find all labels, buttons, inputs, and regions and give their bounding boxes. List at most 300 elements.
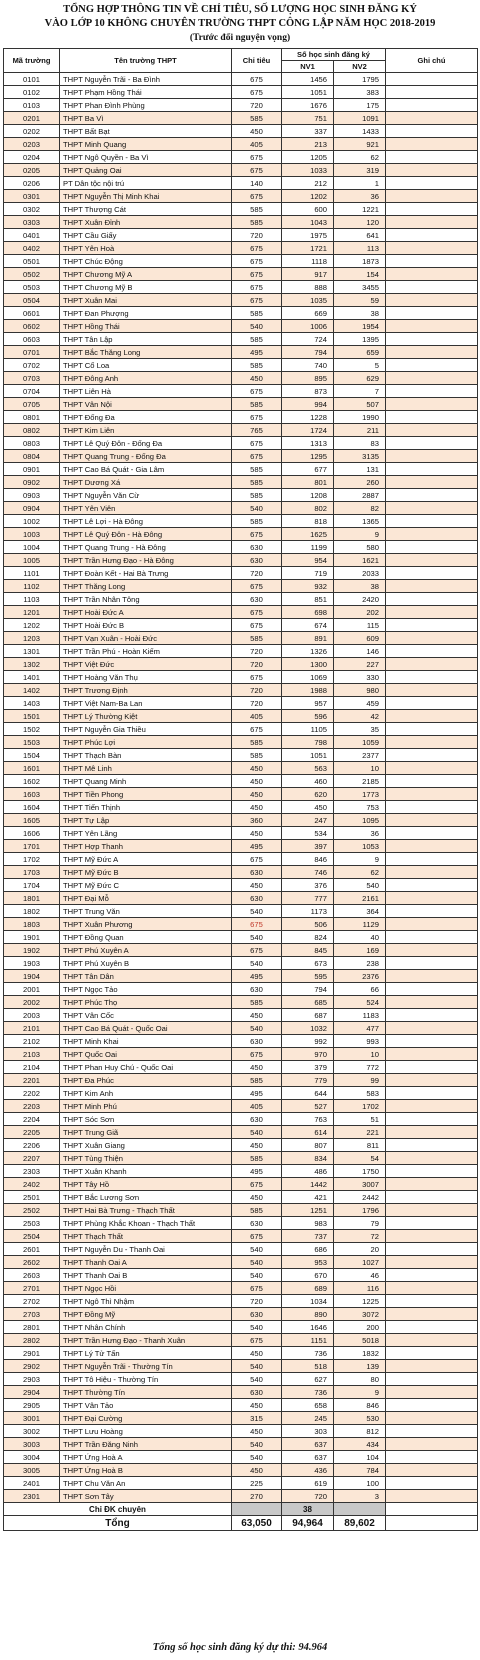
cell-ghi-chu <box>386 1399 478 1412</box>
cell-ma-truong: 1704 <box>4 879 60 892</box>
cell-ten-truong: THPT Thăng Long <box>60 580 232 593</box>
table-row <box>4 671 478 684</box>
cell-nv2: 80 <box>334 1373 386 1386</box>
cell-ghi-chu <box>386 359 478 372</box>
cell-nv1: 851 <box>282 593 334 606</box>
cell-ma-truong: 0902 <box>4 476 60 489</box>
cell-ma-truong: 1901 <box>4 931 60 944</box>
cell-ghi-chu <box>386 242 478 255</box>
cell-nv2: 1873 <box>334 255 386 268</box>
cell-chi-tieu: 675 <box>232 86 282 99</box>
header-ghi-chu: Ghi chú <box>386 49 478 73</box>
cell-ten-truong: THPT Tây Hồ <box>60 1178 232 1191</box>
cell-ghi-chu <box>386 541 478 554</box>
cell-chi-tieu: 585 <box>232 333 282 346</box>
cell-ten-truong: THPT Đồng Mỹ <box>60 1308 232 1321</box>
cell-nv1: 1295 <box>282 450 334 463</box>
cell-ghi-chu <box>386 164 478 177</box>
table-row <box>4 645 478 658</box>
cell-ghi-chu <box>386 814 478 827</box>
cell-chi-tieu: 585 <box>232 1204 282 1217</box>
cell-ghi-chu <box>386 255 478 268</box>
cell-ma-truong: 1002 <box>4 515 60 528</box>
cell-nv2: 1954 <box>334 320 386 333</box>
table-row <box>4 1477 478 1490</box>
cell-ten-truong: THPT Cổ Loa <box>60 359 232 372</box>
cell-chi-tieu: 675 <box>232 255 282 268</box>
cell-ma-truong: 0204 <box>4 151 60 164</box>
cell-nv1: 1043 <box>282 216 334 229</box>
cell-ghi-chu <box>386 775 478 788</box>
cell-chi-tieu: 450 <box>232 1009 282 1022</box>
cell-ma-truong: 0501 <box>4 255 60 268</box>
cell-nv1: 824 <box>282 931 334 944</box>
cell-ma-truong: 1603 <box>4 788 60 801</box>
cell-ghi-chu <box>386 944 478 957</box>
cell-ghi-chu <box>386 606 478 619</box>
cell-nv1: 518 <box>282 1360 334 1373</box>
cell-chi-tieu: 450 <box>232 372 282 385</box>
cell-ghi-chu <box>386 151 478 164</box>
cell-ma-truong: 2001 <box>4 983 60 996</box>
cell-ten-truong: THPT Nguyễn Du - Thanh Oai <box>60 1243 232 1256</box>
cell-chi-tieu: 675 <box>232 411 282 424</box>
cell-chi-tieu: 675 <box>232 918 282 931</box>
cell-ten-truong: THPT Yên Hoà <box>60 242 232 255</box>
cell-ten-truong: THPT Đa Phúc <box>60 1074 232 1087</box>
cell-ma-truong: 2503 <box>4 1217 60 1230</box>
cell-chi-tieu: 720 <box>232 229 282 242</box>
cell-nv1: 1724 <box>282 424 334 437</box>
cell-chi-tieu: 585 <box>232 515 282 528</box>
cell-ghi-chu <box>386 424 478 437</box>
cell-nv1: 1676 <box>282 99 334 112</box>
cell-nv2: 2887 <box>334 489 386 502</box>
cell-ten-truong: THPT Quốc Oai <box>60 1048 232 1061</box>
cell-nv1: 1456 <box>282 73 334 86</box>
cell-nv1: 1033 <box>282 164 334 177</box>
table-row <box>4 1347 478 1360</box>
cell-nv1: 337 <box>282 125 334 138</box>
cell-ma-truong: 0904 <box>4 502 60 515</box>
cell-chi-tieu: 720 <box>232 1295 282 1308</box>
cell-ten-truong: THPT Ba Vì <box>60 112 232 125</box>
cell-ghi-chu <box>386 1009 478 1022</box>
cell-nv2: 59 <box>334 294 386 307</box>
cell-nv1: 637 <box>282 1438 334 1451</box>
cell-nv2: 1773 <box>334 788 386 801</box>
cell-ten-truong: THPT Nguyễn Trãi - Ba Đình <box>60 73 232 86</box>
cell-nv1: 1034 <box>282 1295 334 1308</box>
page-note: (Trước đổi nguyện vọng) <box>189 33 291 43</box>
cell-ghi-chu <box>386 1048 478 1061</box>
table-row <box>4 450 478 463</box>
table-row <box>4 1113 478 1126</box>
cell-chi-tieu: 675 <box>232 151 282 164</box>
cell-nv2: 9 <box>334 853 386 866</box>
table-row <box>4 710 478 723</box>
table-row <box>4 1022 478 1035</box>
cell-ten-truong: THPT Chương Mỹ A <box>60 268 232 281</box>
cell-nv2: 79 <box>334 1217 386 1230</box>
cell-ma-truong: 0206 <box>4 177 60 190</box>
cell-chi-tieu: 585 <box>232 749 282 762</box>
table-row <box>4 1282 478 1295</box>
cell-ten-truong: THPT Hồng Thái <box>60 320 232 333</box>
cell-ma-truong: 3004 <box>4 1451 60 1464</box>
cell-ma-truong: 1604 <box>4 801 60 814</box>
cell-ten-truong: THPT Việt Nam-Ba Lan <box>60 697 232 710</box>
table-row <box>4 775 478 788</box>
table-row <box>4 1438 478 1451</box>
cell-nv2: 154 <box>334 268 386 281</box>
table-row <box>4 814 478 827</box>
cell-chi-tieu: 540 <box>232 1243 282 1256</box>
table-row <box>4 879 478 892</box>
cell-ten-truong: THPT Ngọc Hồi <box>60 1282 232 1295</box>
cell-ghi-chu <box>386 99 478 112</box>
cell-nv1: 1442 <box>282 1178 334 1191</box>
table-row <box>4 619 478 632</box>
cell-ma-truong: 1005 <box>4 554 60 567</box>
cell-ten-truong: THPT Nhân Chính <box>60 1321 232 1334</box>
cell-ghi-chu <box>386 1152 478 1165</box>
table-row <box>4 346 478 359</box>
table-row <box>4 736 478 749</box>
chuyen-nv1: 38 <box>282 1503 334 1516</box>
cell-nv1: 450 <box>282 801 334 814</box>
cell-ma-truong: 0202 <box>4 125 60 138</box>
cell-ma-truong: 0203 <box>4 138 60 151</box>
cell-ghi-chu <box>386 190 478 203</box>
cell-ghi-chu <box>386 216 478 229</box>
table-row <box>4 476 478 489</box>
cell-chi-tieu: 675 <box>232 385 282 398</box>
cell-ten-truong: THPT Phúc Thọ <box>60 996 232 1009</box>
table-row <box>4 398 478 411</box>
cell-nv2: 921 <box>334 138 386 151</box>
cell-ghi-chu <box>386 203 478 216</box>
cell-nv1: 890 <box>282 1308 334 1321</box>
table-row <box>4 359 478 372</box>
cell-nv1: 1151 <box>282 1334 334 1347</box>
cell-chi-tieu: 540 <box>232 502 282 515</box>
cell-nv1: 595 <box>282 970 334 983</box>
cell-ten-truong: THPT Liên Hà <box>60 385 232 398</box>
cell-ten-truong: THPT Vân Nội <box>60 398 232 411</box>
chuyen-row <box>4 1503 478 1516</box>
cell-ten-truong: THPT Trần Đăng Ninh <box>60 1438 232 1451</box>
table-row <box>4 1048 478 1061</box>
cell-nv1: 620 <box>282 788 334 801</box>
cell-nv2: 221 <box>334 1126 386 1139</box>
cell-ghi-chu <box>386 86 478 99</box>
cell-nv2: 753 <box>334 801 386 814</box>
table-row <box>4 801 478 814</box>
cell-ten-truong: THPT Kim Liên <box>60 424 232 437</box>
cell-ghi-chu <box>386 1373 478 1386</box>
cell-nv2: 66 <box>334 983 386 996</box>
cell-ma-truong: 1605 <box>4 814 60 827</box>
cell-nv2: 993 <box>334 1035 386 1048</box>
cell-ten-truong: THPT Đồng Quan <box>60 931 232 944</box>
cell-chi-tieu: 675 <box>232 73 282 86</box>
cell-nv2: 211 <box>334 424 386 437</box>
header-ma-truong: Mã trường <box>4 49 60 73</box>
cell-chi-tieu: 540 <box>232 1269 282 1282</box>
cell-ghi-chu <box>386 1412 478 1425</box>
cell-ma-truong: 2104 <box>4 1061 60 1074</box>
cell-nv1: 397 <box>282 840 334 853</box>
table-row <box>4 593 478 606</box>
cell-ten-truong: THPT Sóc Sơn <box>60 1113 232 1126</box>
cell-ma-truong: 1606 <box>4 827 60 840</box>
cell-chi-tieu: 675 <box>232 1178 282 1191</box>
cell-chi-tieu: 675 <box>232 580 282 593</box>
cell-ma-truong: 0702 <box>4 359 60 372</box>
table-row <box>4 1490 478 1503</box>
cell-nv1: 677 <box>282 463 334 476</box>
table-row <box>4 684 478 697</box>
cell-ma-truong: 2902 <box>4 1360 60 1373</box>
cell-nv1: 1118 <box>282 255 334 268</box>
table-row <box>4 1152 478 1165</box>
cell-ghi-chu <box>386 398 478 411</box>
cell-ten-truong: THPT Phùng Khắc Khoan - Thạch Thất <box>60 1217 232 1230</box>
cell-ten-truong: THPT Phạm Hồng Thái <box>60 86 232 99</box>
cell-ma-truong: 2102 <box>4 1035 60 1048</box>
cell-nv1: 802 <box>282 502 334 515</box>
cell-chi-tieu: 540 <box>232 1126 282 1139</box>
cell-chi-tieu: 540 <box>232 1360 282 1373</box>
table-row <box>4 632 478 645</box>
cell-ma-truong: 2504 <box>4 1230 60 1243</box>
cell-ghi-chu <box>386 1022 478 1035</box>
table-row <box>4 554 478 567</box>
cell-chi-tieu: 675 <box>232 606 282 619</box>
cell-nv2: 364 <box>334 905 386 918</box>
cell-nv2: 383 <box>334 86 386 99</box>
cell-ma-truong: 2602 <box>4 1256 60 1269</box>
cell-ghi-chu <box>386 515 478 528</box>
table-row <box>4 853 478 866</box>
cell-nv1: 1032 <box>282 1022 334 1035</box>
page-title: TỔNG HỢP THÔNG TIN VỀ CHỈ TIÊU, SỐ LƯỢNG HỌC SINH ĐĂNG KÝ <box>63 4 417 15</box>
table-row <box>4 372 478 385</box>
cell-ten-truong: THPT Cao Bá Quát - Quốc Oai <box>60 1022 232 1035</box>
cell-nv2: 54 <box>334 1152 386 1165</box>
cell-chi-tieu: 540 <box>232 931 282 944</box>
cell-ghi-chu <box>386 788 478 801</box>
cell-ghi-chu <box>386 567 478 580</box>
cell-ma-truong: 0205 <box>4 164 60 177</box>
cell-chi-tieu: 540 <box>232 1256 282 1269</box>
table-row <box>4 424 478 437</box>
table-row <box>4 1321 478 1334</box>
cell-chi-tieu: 675 <box>232 1282 282 1295</box>
table-row <box>4 1009 478 1022</box>
cell-ten-truong: THPT Thạch Thất <box>60 1230 232 1243</box>
cell-ghi-chu <box>386 892 478 905</box>
cell-ghi-chu <box>386 177 478 190</box>
cell-nv1: 686 <box>282 1243 334 1256</box>
cell-ten-truong: THPT Xuân Mai <box>60 294 232 307</box>
cell-ten-truong: THPT Dương Xá <box>60 476 232 489</box>
cell-ghi-chu <box>386 1087 478 1100</box>
cell-nv1: 673 <box>282 957 334 970</box>
cell-nv2: 36 <box>334 190 386 203</box>
cell-ghi-chu <box>386 853 478 866</box>
cell-nv2: 507 <box>334 398 386 411</box>
table-row <box>4 229 478 242</box>
cell-chi-tieu: 585 <box>232 489 282 502</box>
cell-ma-truong: 2701 <box>4 1282 60 1295</box>
cell-nv2: 62 <box>334 866 386 879</box>
cell-nv1: 917 <box>282 268 334 281</box>
cell-nv2: 10 <box>334 762 386 775</box>
cell-ten-truong: THPT Vân Cốc <box>60 1009 232 1022</box>
cell-ma-truong: 1903 <box>4 957 60 970</box>
cell-ma-truong: 1004 <box>4 541 60 554</box>
cell-ten-truong: THPT Tân Lập <box>60 333 232 346</box>
cell-nv1: 486 <box>282 1165 334 1178</box>
cell-chi-tieu: 495 <box>232 346 282 359</box>
cell-nv1: 1051 <box>282 86 334 99</box>
cell-nv2: 319 <box>334 164 386 177</box>
cell-chi-tieu: 450 <box>232 1347 282 1360</box>
table-row <box>4 1256 478 1269</box>
cell-ma-truong: 2204 <box>4 1113 60 1126</box>
cell-nv1: 1313 <box>282 437 334 450</box>
cell-nv2: 1 <box>334 177 386 190</box>
cell-ten-truong: THPT Nguyễn Thị Minh Khai <box>60 190 232 203</box>
cell-nv2: 200 <box>334 1321 386 1334</box>
cell-nv2: 2377 <box>334 749 386 762</box>
cell-ghi-chu <box>386 619 478 632</box>
cell-nv2: 1433 <box>334 125 386 138</box>
cell-nv1: 763 <box>282 1113 334 1126</box>
cell-nv2: 459 <box>334 697 386 710</box>
cell-nv1: 724 <box>282 333 334 346</box>
table-row <box>4 567 478 580</box>
cell-ten-truong: THPT Đan Phượng <box>60 307 232 320</box>
cell-chi-tieu: 675 <box>232 671 282 684</box>
cell-chi-tieu: 585 <box>232 398 282 411</box>
cell-ghi-chu <box>386 905 478 918</box>
cell-ma-truong: 2802 <box>4 1334 60 1347</box>
cell-nv1: 953 <box>282 1256 334 1269</box>
cell-ma-truong: 0201 <box>4 112 60 125</box>
cell-chi-tieu: 675 <box>232 853 282 866</box>
cell-nv2: 9 <box>334 1386 386 1399</box>
table-row <box>4 1399 478 1412</box>
cell-ghi-chu <box>386 1334 478 1347</box>
cell-ten-truong: THPT Xuân Phương <box>60 918 232 931</box>
table-row <box>4 749 478 762</box>
cell-ma-truong: 0703 <box>4 372 60 385</box>
cell-nv1: 794 <box>282 346 334 359</box>
cell-ma-truong: 1703 <box>4 866 60 879</box>
cell-nv2: 1796 <box>334 1204 386 1217</box>
cell-nv1: 737 <box>282 1230 334 1243</box>
cell-ghi-chu <box>386 996 478 1009</box>
cell-chi-tieu: 630 <box>232 593 282 606</box>
cell-chi-tieu: 450 <box>232 762 282 775</box>
chuyen-label: Chỉ ĐK chuyên <box>4 1503 232 1516</box>
cell-ten-truong: THPT Bất Bạt <box>60 125 232 138</box>
cell-ten-truong: THPT Lê Quý Đôn - Đống Đa <box>60 437 232 450</box>
table-row <box>4 1100 478 1113</box>
cell-ma-truong: 2301 <box>4 1490 60 1503</box>
table-row <box>4 333 478 346</box>
cell-nv1: 1069 <box>282 671 334 684</box>
cell-ten-truong: THPT Lê Quý Đôn - Hà Đông <box>60 528 232 541</box>
cell-ghi-chu <box>386 593 478 606</box>
cell-ten-truong: THPT Lý Tử Tấn <box>60 1347 232 1360</box>
cell-ten-truong: THPT Mê Linh <box>60 762 232 775</box>
cell-ma-truong: 0603 <box>4 333 60 346</box>
cell-ma-truong: 1602 <box>4 775 60 788</box>
cell-nv1: 932 <box>282 580 334 593</box>
table-row <box>4 1178 478 1191</box>
cell-ma-truong: 2101 <box>4 1022 60 1035</box>
cell-nv1: 891 <box>282 632 334 645</box>
cell-nv2: 120 <box>334 216 386 229</box>
cell-nv1: 669 <box>282 307 334 320</box>
cell-ghi-chu <box>386 840 478 853</box>
cell-ma-truong: 0303 <box>4 216 60 229</box>
table-row <box>4 242 478 255</box>
cell-ma-truong: 1102 <box>4 580 60 593</box>
cell-nv2: 330 <box>334 671 386 684</box>
cell-nv1: 740 <box>282 359 334 372</box>
cell-chi-tieu: 140 <box>232 177 282 190</box>
cell-ma-truong: 1401 <box>4 671 60 684</box>
cell-ghi-chu <box>386 1282 478 1295</box>
cell-ghi-chu <box>386 723 478 736</box>
cell-nv2: 40 <box>334 931 386 944</box>
cell-ghi-chu <box>386 749 478 762</box>
cell-nv1: 801 <box>282 476 334 489</box>
cell-nv1: 687 <box>282 1009 334 1022</box>
cell-nv2: 38 <box>334 307 386 320</box>
cell-nv2: 1621 <box>334 554 386 567</box>
table-row <box>4 1295 478 1308</box>
cell-chi-tieu: 675 <box>232 528 282 541</box>
cell-nv1: 421 <box>282 1191 334 1204</box>
cell-chi-tieu: 405 <box>232 138 282 151</box>
cell-ghi-chu <box>386 346 478 359</box>
cell-chi-tieu: 585 <box>232 1152 282 1165</box>
cell-nv1: 807 <box>282 1139 334 1152</box>
cell-nv2: 1183 <box>334 1009 386 1022</box>
cell-ma-truong: 1301 <box>4 645 60 658</box>
cell-ten-truong: THPT Xuân Đỉnh <box>60 216 232 229</box>
cell-chi-tieu: 450 <box>232 1191 282 1204</box>
cell-nv2: 1095 <box>334 814 386 827</box>
cell-ten-truong: THPT Lý Thường Kiệt <box>60 710 232 723</box>
cell-ma-truong: 1904 <box>4 970 60 983</box>
cell-nv2: 1053 <box>334 840 386 853</box>
cell-ghi-chu <box>386 138 478 151</box>
cell-ma-truong: 1702 <box>4 853 60 866</box>
cell-chi-tieu: 585 <box>232 463 282 476</box>
cell-ma-truong: 1402 <box>4 684 60 697</box>
table-row <box>4 1204 478 1217</box>
cell-nv1: 983 <box>282 1217 334 1230</box>
table-row <box>4 1451 478 1464</box>
cell-chi-tieu: 630 <box>232 1386 282 1399</box>
